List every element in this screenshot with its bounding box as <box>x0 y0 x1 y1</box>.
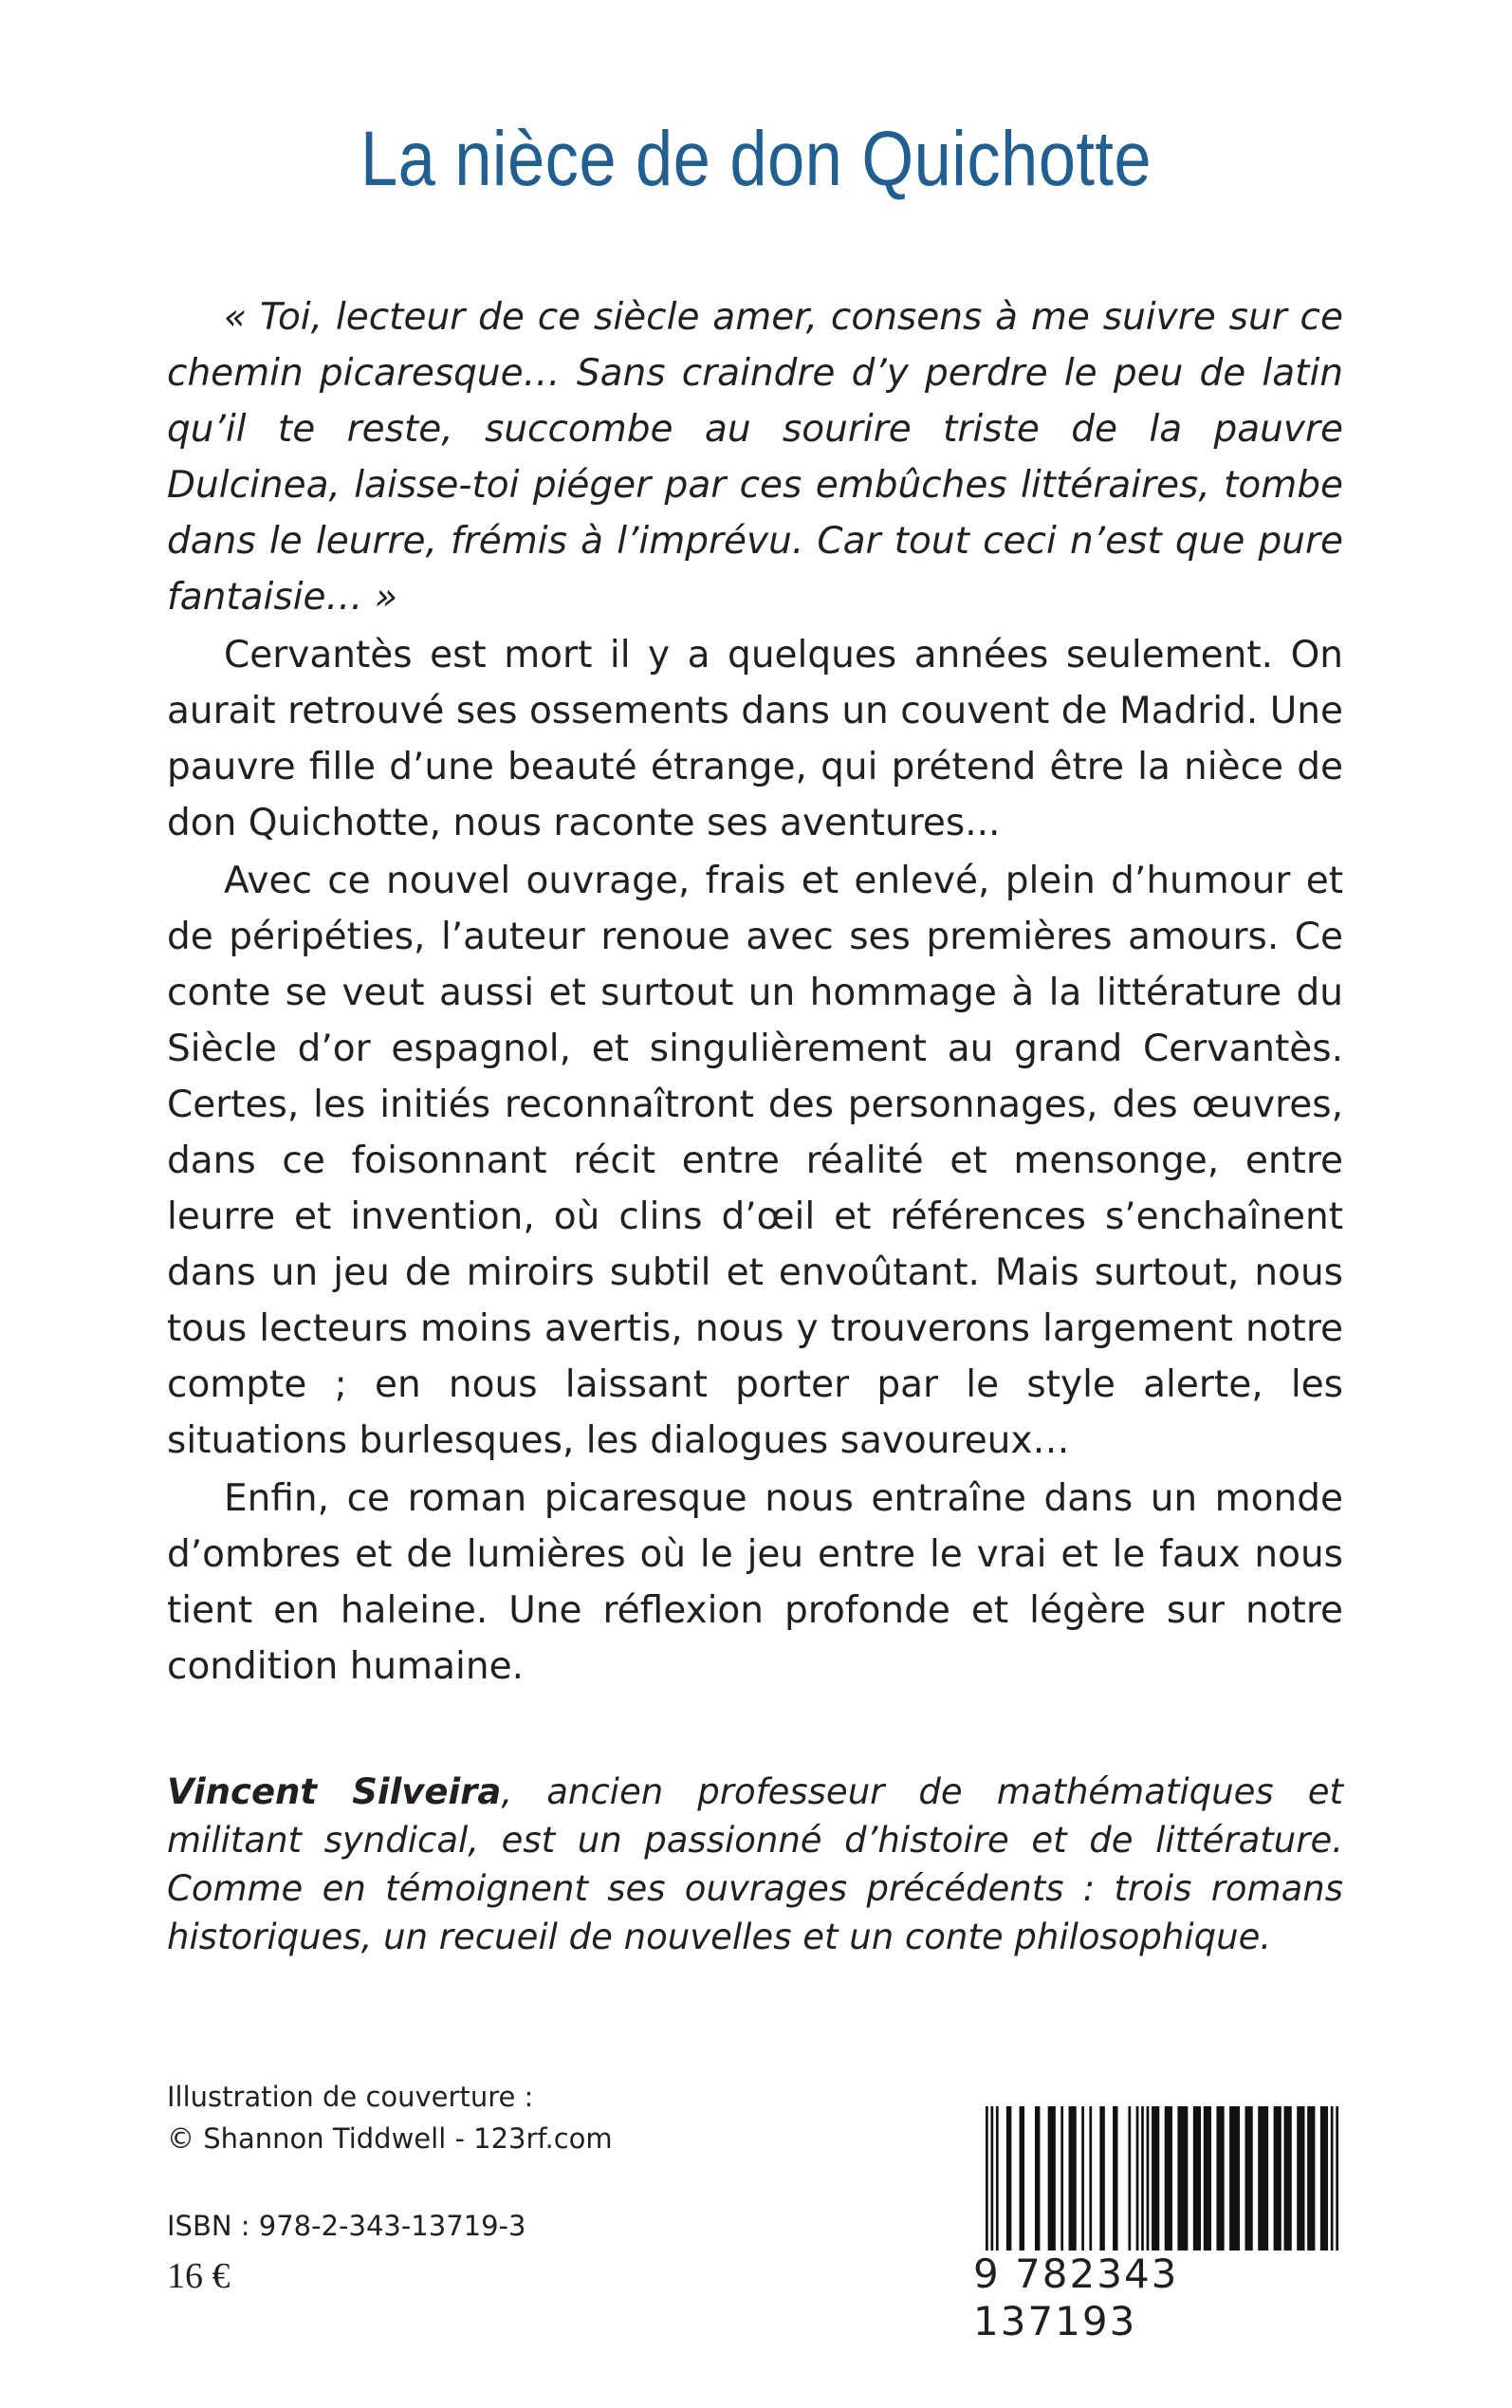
author-bio <box>167 1768 1343 1961</box>
illustration-credit-label: Illustration de couverture : <box>167 2081 534 2113</box>
author-bio-text: , ancien professeur de mathématiques et militant syndical, est un passionné d’histoire et de littérature. Comme en témoignent ses ouvrages précédents : trois romans historiques, un recueil de nouvelles et un conte philosophique. <box>167 1771 1343 1957</box>
illustration-credit <box>167 2076 831 2159</box>
barcode-digits: 9 782343 137193 <box>968 2251 1347 2345</box>
isbn-number: ISBN : 978-2-343-13719-3 <box>167 2210 526 2242</box>
author-name: Vincent Silveira <box>167 1771 502 1812</box>
summary-paragraph-1: Cervantès est mort il y a quelques années seulement. On aurait retrouvé ses ossements dans un couvent de Madrid. Une pauvre fille d’une beauté étrange, qui prétend être la nièce de don Quichotte, nous raconte ses aventures... <box>167 634 1343 844</box>
price: 16 € <box>167 2256 230 2296</box>
back-cover-blurb <box>167 289 1343 1695</box>
illustration-credit-source: © Shannon Tiddwell - 123rf.com <box>167 2122 613 2155</box>
book-title: La nièce de don Quichotte <box>360 116 1152 202</box>
opening-quote: « Toi, lecteur de ce siècle amer, consens à me suivre sur ce chemin picaresque… Sans craindre d’y perdre le peu de latin qu’il te reste, succombe au sourire triste de la pauvre Dulcinea, laisse-toi piéger par ces embûches littéraires, tombe dans le leurre, frémis à l’imprévu. Car tout ceci n’est que pure fantaisie… » <box>167 296 1343 619</box>
summary-paragraph-2: Avec ce nouvel ouvrage, frais et enlevé, plein d’humour et de péripéties, l’auteur renoue avec ses premières amours. Ce conte se veut aussi et surtout un hommage à la littérature du Siècle d’or espagnol, et singulièrement au grand Cervantès. Certes, les initiés reconnaîtront des personnages, des œuvres, dans ce foisonnant récit entre réalité et mensonge, entre leurre et invention, où clins d’œil et références s’enchaînent dans un jeu de miroirs subtil et envoûtant. Mais surtout, nous tous lecteurs moins avertis, nous y trouverons largement notre compte ; en nous laissant porter par le style alerte, les situations burlesques, les dialogues savoureux… <box>167 860 1343 1462</box>
summary-paragraph-3: Enfin, ce roman picaresque nous entraîne dans un monde d’ombres et de lumières où le jeu entre le vrai et le faux nous tient en haleine. Une réflexion profonde et légère sur notre condition humaine. <box>167 1477 1343 1688</box>
